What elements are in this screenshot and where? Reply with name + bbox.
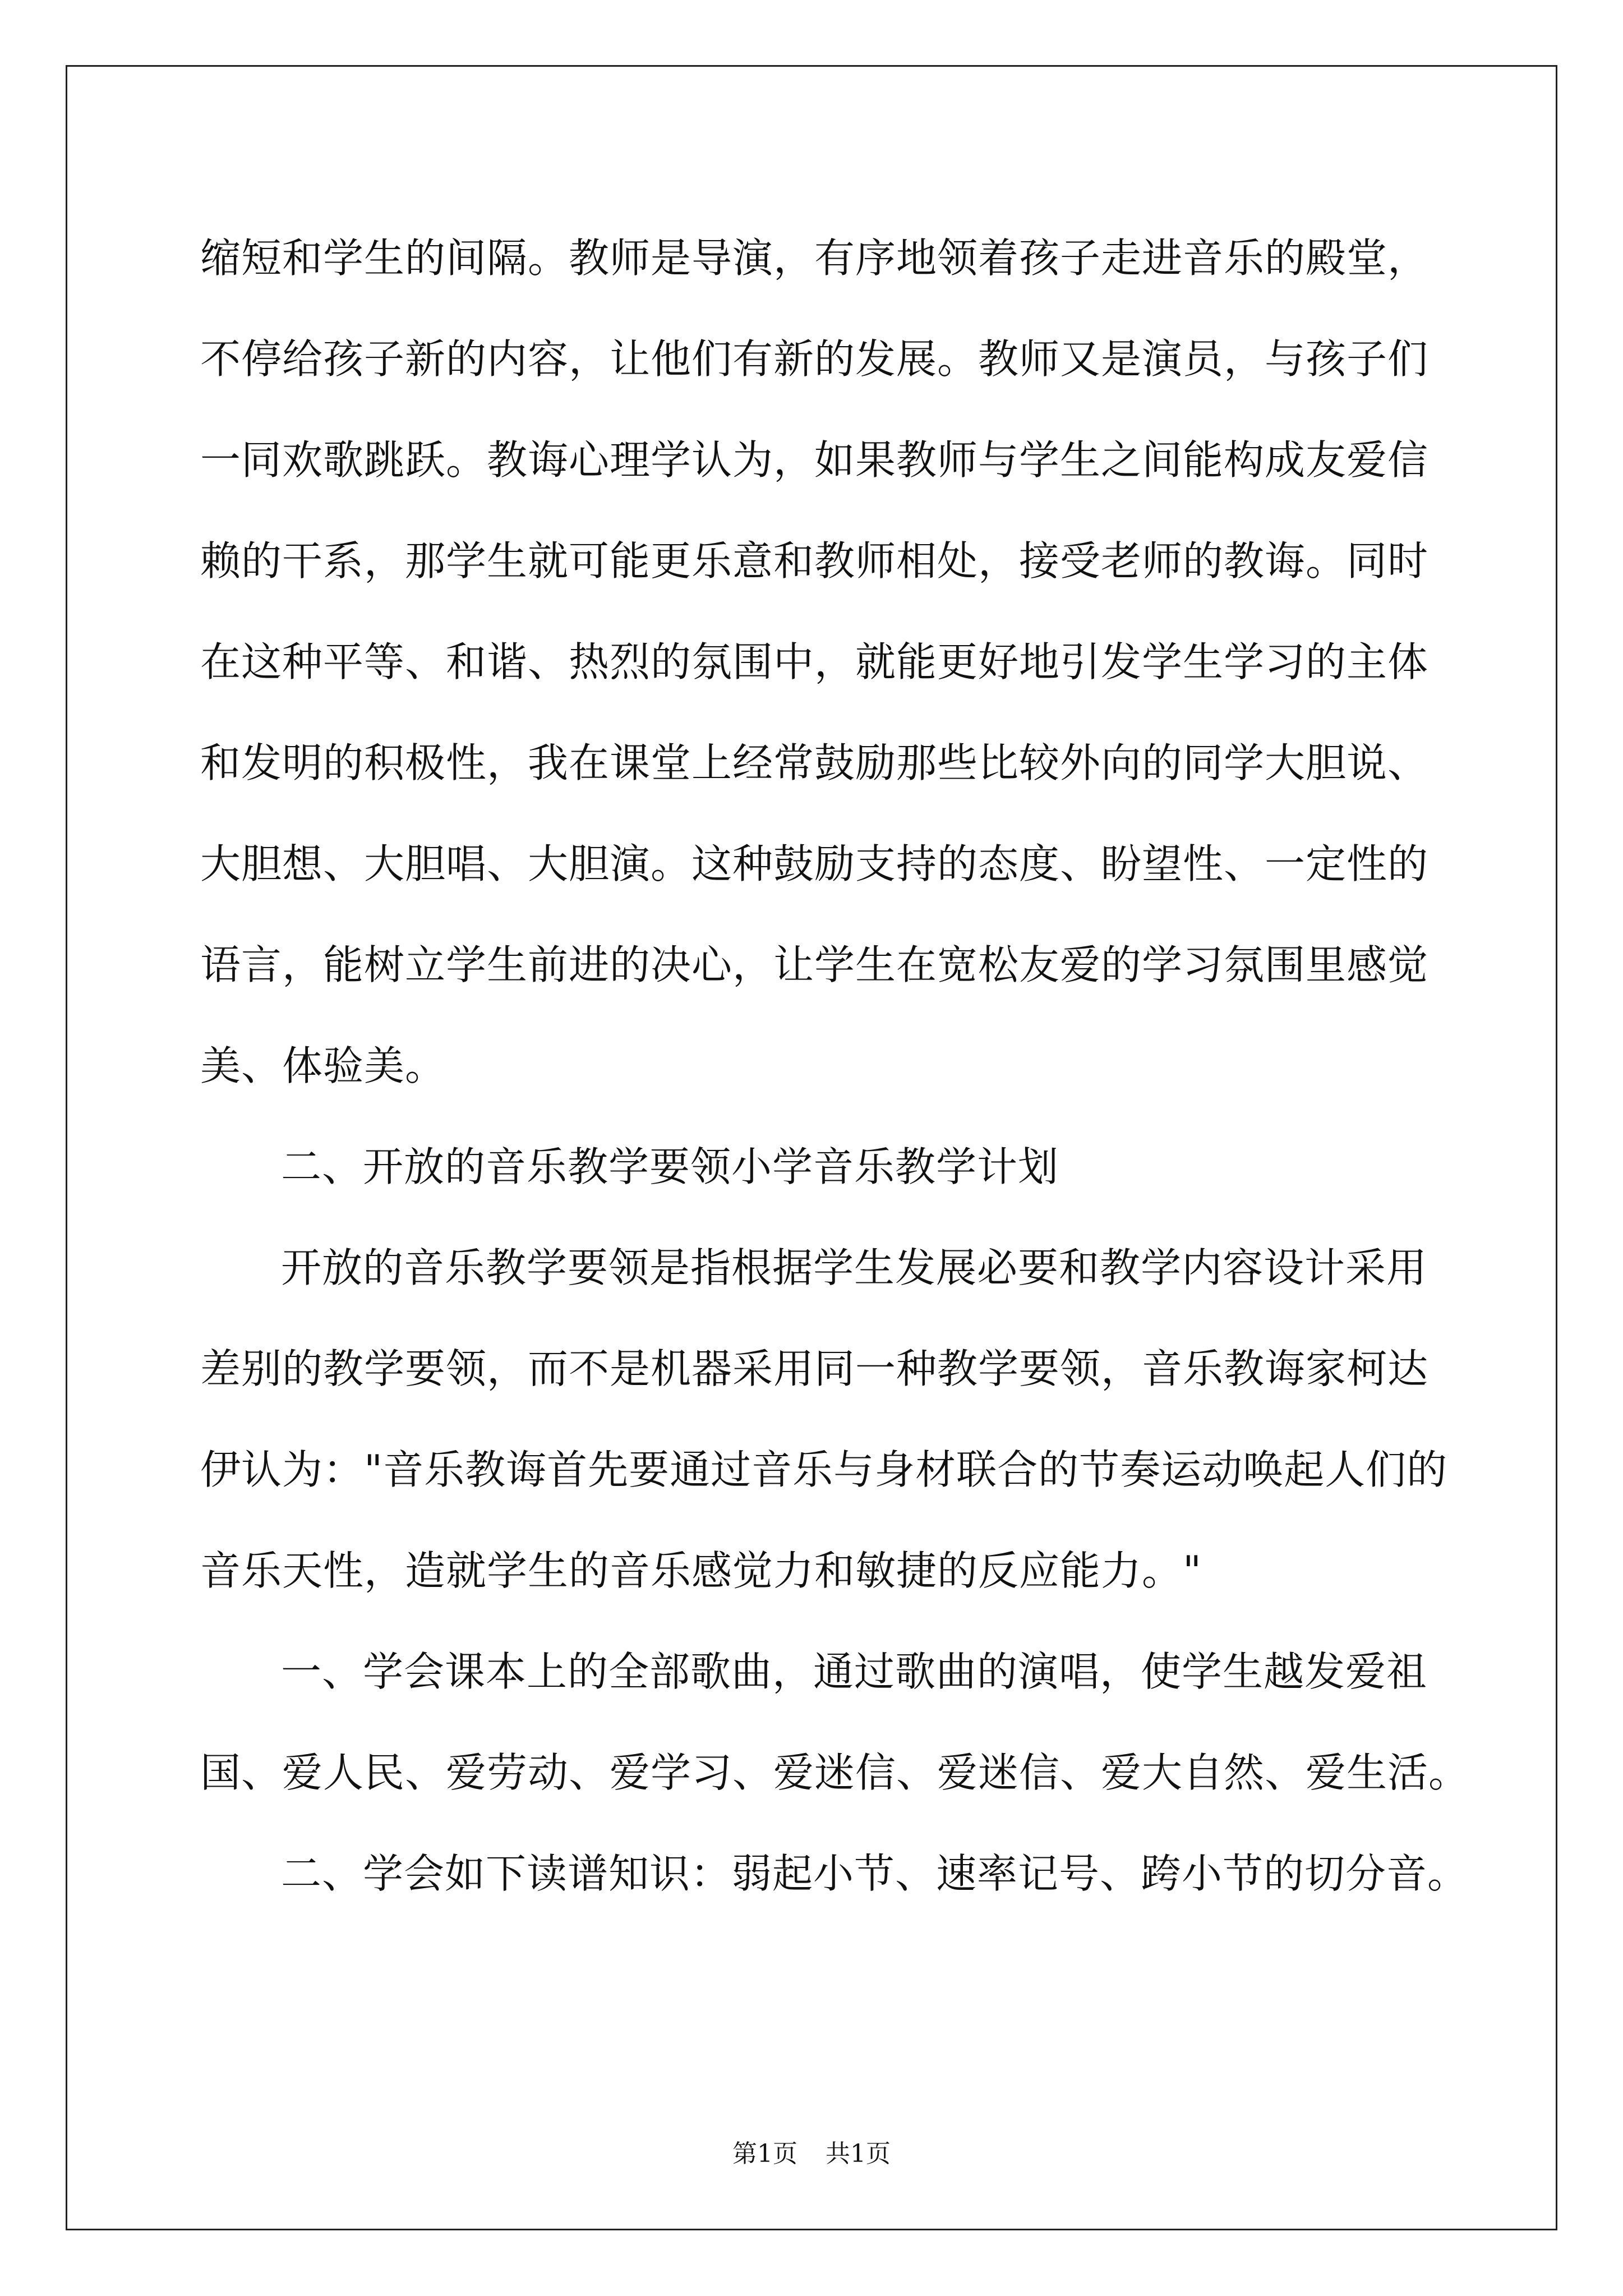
paragraph-line: 缩短和学生的间隔。教师是导演，有序地领着孩子走进音乐的殿堂，	[200, 234, 1429, 282]
paragraph-line: 在这种平等、和谐、热烈的氛围中，就能更好地引发学生学习的主体	[200, 638, 1429, 685]
page-footer	[0, 2137, 1623, 2171]
paragraph-line: 语言，能树立学生前进的决心，让学生在宽松友爱的学习氛围里感觉	[200, 941, 1429, 988]
paragraph-line: 开放的音乐教学要领是指根据学生发展必要和教学内容设计采用	[281, 1244, 1428, 1291]
paragraph-line: 一同欢歌跳跃。教诲心理学认为，如果教师与学生之间能构成友爱信	[200, 436, 1429, 484]
document-body	[200, 208, 1470, 1924]
list-item: 一、学会课本上的全部歌曲，通过歌曲的演唱，使学生越发爱祖	[281, 1648, 1428, 1695]
paragraph-line: 和发明的积极性，我在课堂上经常鼓励那些比较外向的同学大胆说、	[200, 739, 1429, 786]
paragraph-line: 赖的干系，那学生就可能更乐意和教师相处，接受老师的教诲。同时	[200, 537, 1429, 585]
list-item: 二、学会如下读谱知识：弱起小节、速率记号、跨小节的切分音。	[281, 1850, 1469, 1897]
paragraph-line: 伊认为："音乐教诲首先要通过音乐与身材联合的节奏运动唤起人们的	[200, 1446, 1448, 1493]
paragraph-line: 差别的教学要领，而不是机器采用同一种教学要领，音乐教诲家柯达	[200, 1345, 1429, 1392]
section-heading: 二、开放的音乐教学要领小学音乐教学计划	[281, 1143, 1059, 1190]
paragraph-line: 美、体验美。	[200, 1042, 446, 1089]
paragraph-line: 不停给孩子新的内容，让他们有新的发展。教师又是演员，与孩子们	[200, 335, 1429, 383]
paragraph-line: 大胆想、大胆唱、大胆演。这种鼓励支持的态度、盼望性、一定性的	[200, 840, 1429, 887]
page-total: 共1页	[826, 2139, 891, 2168]
page-number: 第1页	[732, 2139, 797, 2168]
paragraph-line: 音乐天性，造就学生的音乐感觉力和敏捷的反应能力。"	[200, 1547, 1202, 1594]
paragraph-line: 国、爱人民、爱劳动、爱学习、爱迷信、爱迷信、爱大自然、爱生活。	[200, 1749, 1470, 1796]
